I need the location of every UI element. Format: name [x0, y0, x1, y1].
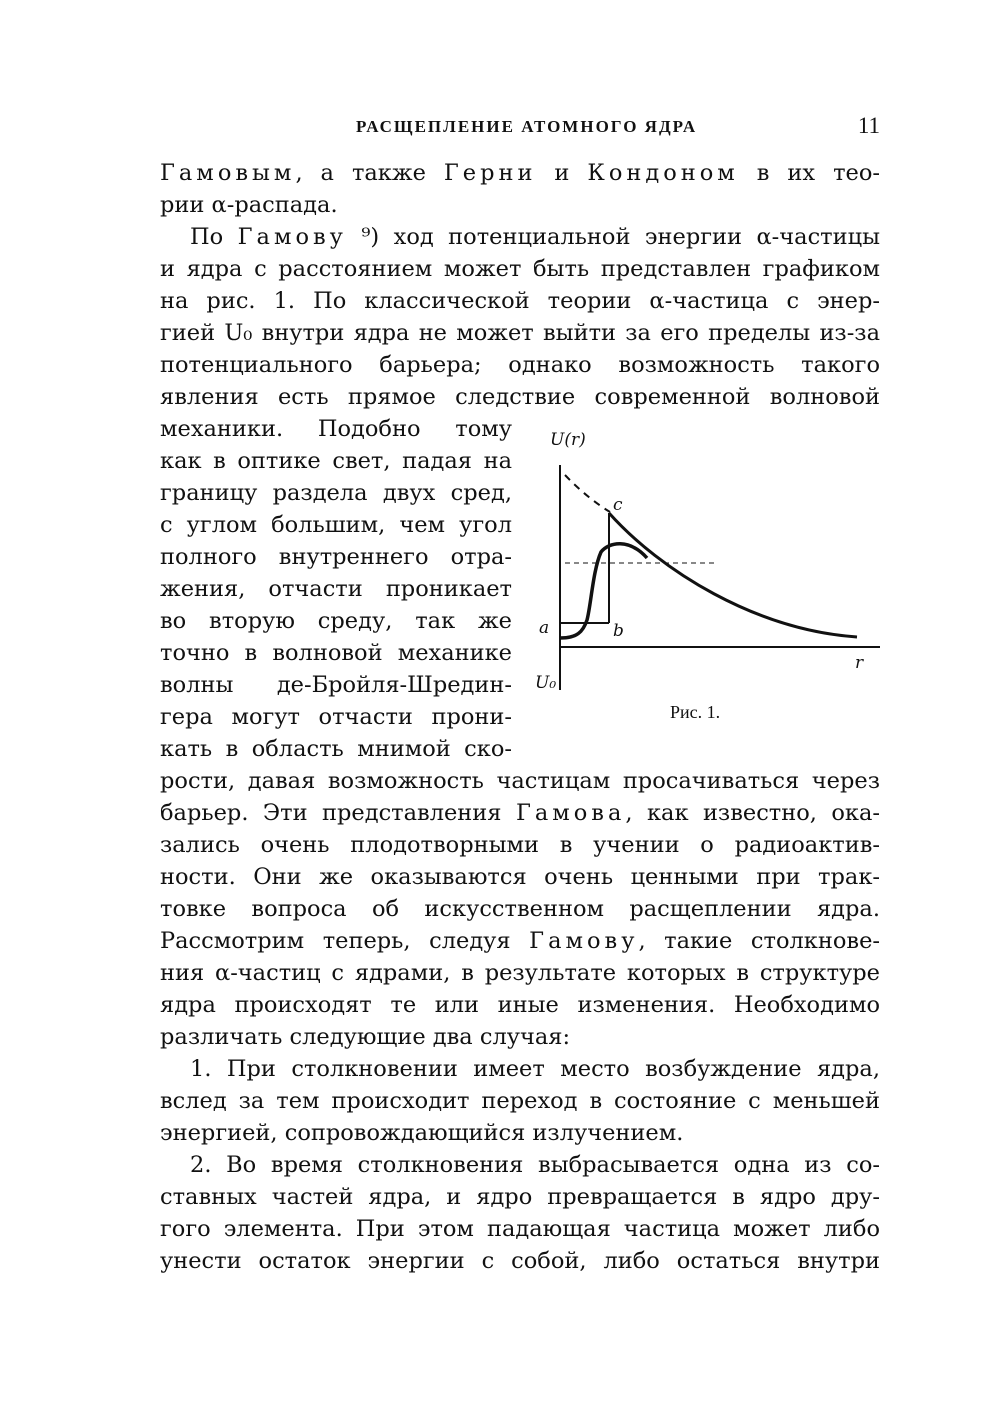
text-line: потенциального барьера; однако возможность такого	[160, 352, 880, 378]
text-line: явления есть прямое следствие современной волновой	[160, 384, 880, 410]
potential-barrier-diagram	[525, 420, 895, 730]
text-line: рии α-распада.	[160, 192, 338, 218]
text-line: 1. При столкновении имеет место возбуждение ядра,	[190, 1056, 880, 1082]
running-title: РАСЩЕПЛЕНИЕ АТОМНОГО ЯДРА	[356, 117, 698, 136]
coulomb-tail-curve	[609, 513, 857, 637]
text-line: механики. Подобно тому	[160, 416, 512, 442]
coulomb-dashed-curve	[565, 475, 610, 512]
text-line: на рис. 1. По классической теории α-частица с энер-	[160, 288, 880, 314]
point-a-label: a	[539, 618, 550, 638]
text-line: гого элемента. При этом падающая частица может либо	[160, 1216, 880, 1242]
figure-caption: Рис. 1.	[670, 702, 721, 722]
text-line: границу раздела двух сред,	[160, 480, 512, 506]
text-line: рости, давая возможность частицам просачиваться через	[160, 768, 880, 794]
text-line: ния α-частиц с ядрами, в результате которых в структуре	[160, 960, 880, 986]
text-line: гией U₀ внутри ядра не может выйти за его пределы из-за	[160, 320, 880, 346]
text-line: барьер. Эти представления Гамова, как известно, ока-	[160, 800, 880, 826]
text-line: 2. Во время столкновения выбрасывается одна из со-	[190, 1152, 880, 1178]
text-line: Гамовым, а также Герни и Кондоном в их тео-	[160, 160, 880, 186]
text-line: различать следующие два случая:	[160, 1024, 571, 1050]
text-line: унести остаток энергии с собой, либо остаться внутри	[160, 1248, 880, 1274]
text-line: вслед за тем происходит переход в состояние с меньшей	[160, 1088, 880, 1114]
text-line: волны де-Бройля-Шредин-	[160, 672, 512, 698]
point-b-label: b	[613, 621, 624, 641]
u0-label: U₀	[535, 673, 557, 693]
text-line: и ядра с расстоянием может быть представлен графиком	[160, 256, 880, 282]
page-number: 11	[857, 113, 880, 138]
text-line: полного внутреннего отра-	[160, 544, 512, 570]
text-line: ности. Они же оказываются очень ценными при трак-	[160, 864, 880, 890]
text-line: ядра происходят те или иные изменения. Необходимо	[160, 992, 880, 1018]
text-line: как в оптике свет, падая на	[160, 448, 512, 474]
point-c-label: c	[613, 495, 623, 515]
text-line: зались очень плодотворными в учении о радиоактив-	[160, 832, 880, 858]
text-line: Рассмотрим теперь, следуя Гамову, такие столкнове-	[160, 928, 880, 954]
text-line: гера могут отчасти прони-	[160, 704, 512, 730]
text-line: во вторую среду, так же	[160, 608, 512, 634]
text-line: энергией, сопровождающийся излучением.	[160, 1120, 684, 1146]
text-line: точно в волновой механике	[160, 640, 512, 666]
text-line: По Гамову ⁹) ход потенциальной энергии α-частицы	[190, 224, 880, 250]
y-axis-label: U(r)	[550, 430, 586, 450]
text-line: жения, отчасти проникает	[160, 576, 512, 602]
x-axis-label: r	[855, 653, 864, 673]
text-line: ставных частей ядра, и ядро превращается в ядро дру-	[160, 1184, 880, 1210]
text-line: кать в область мнимой ско-	[160, 736, 512, 762]
figure-1	[525, 420, 895, 730]
page-header	[160, 113, 880, 143]
text-line: товке вопроса об искусственном расщеплении ядра.	[160, 896, 880, 922]
text-line: с углом большим, чем угол	[160, 512, 512, 538]
